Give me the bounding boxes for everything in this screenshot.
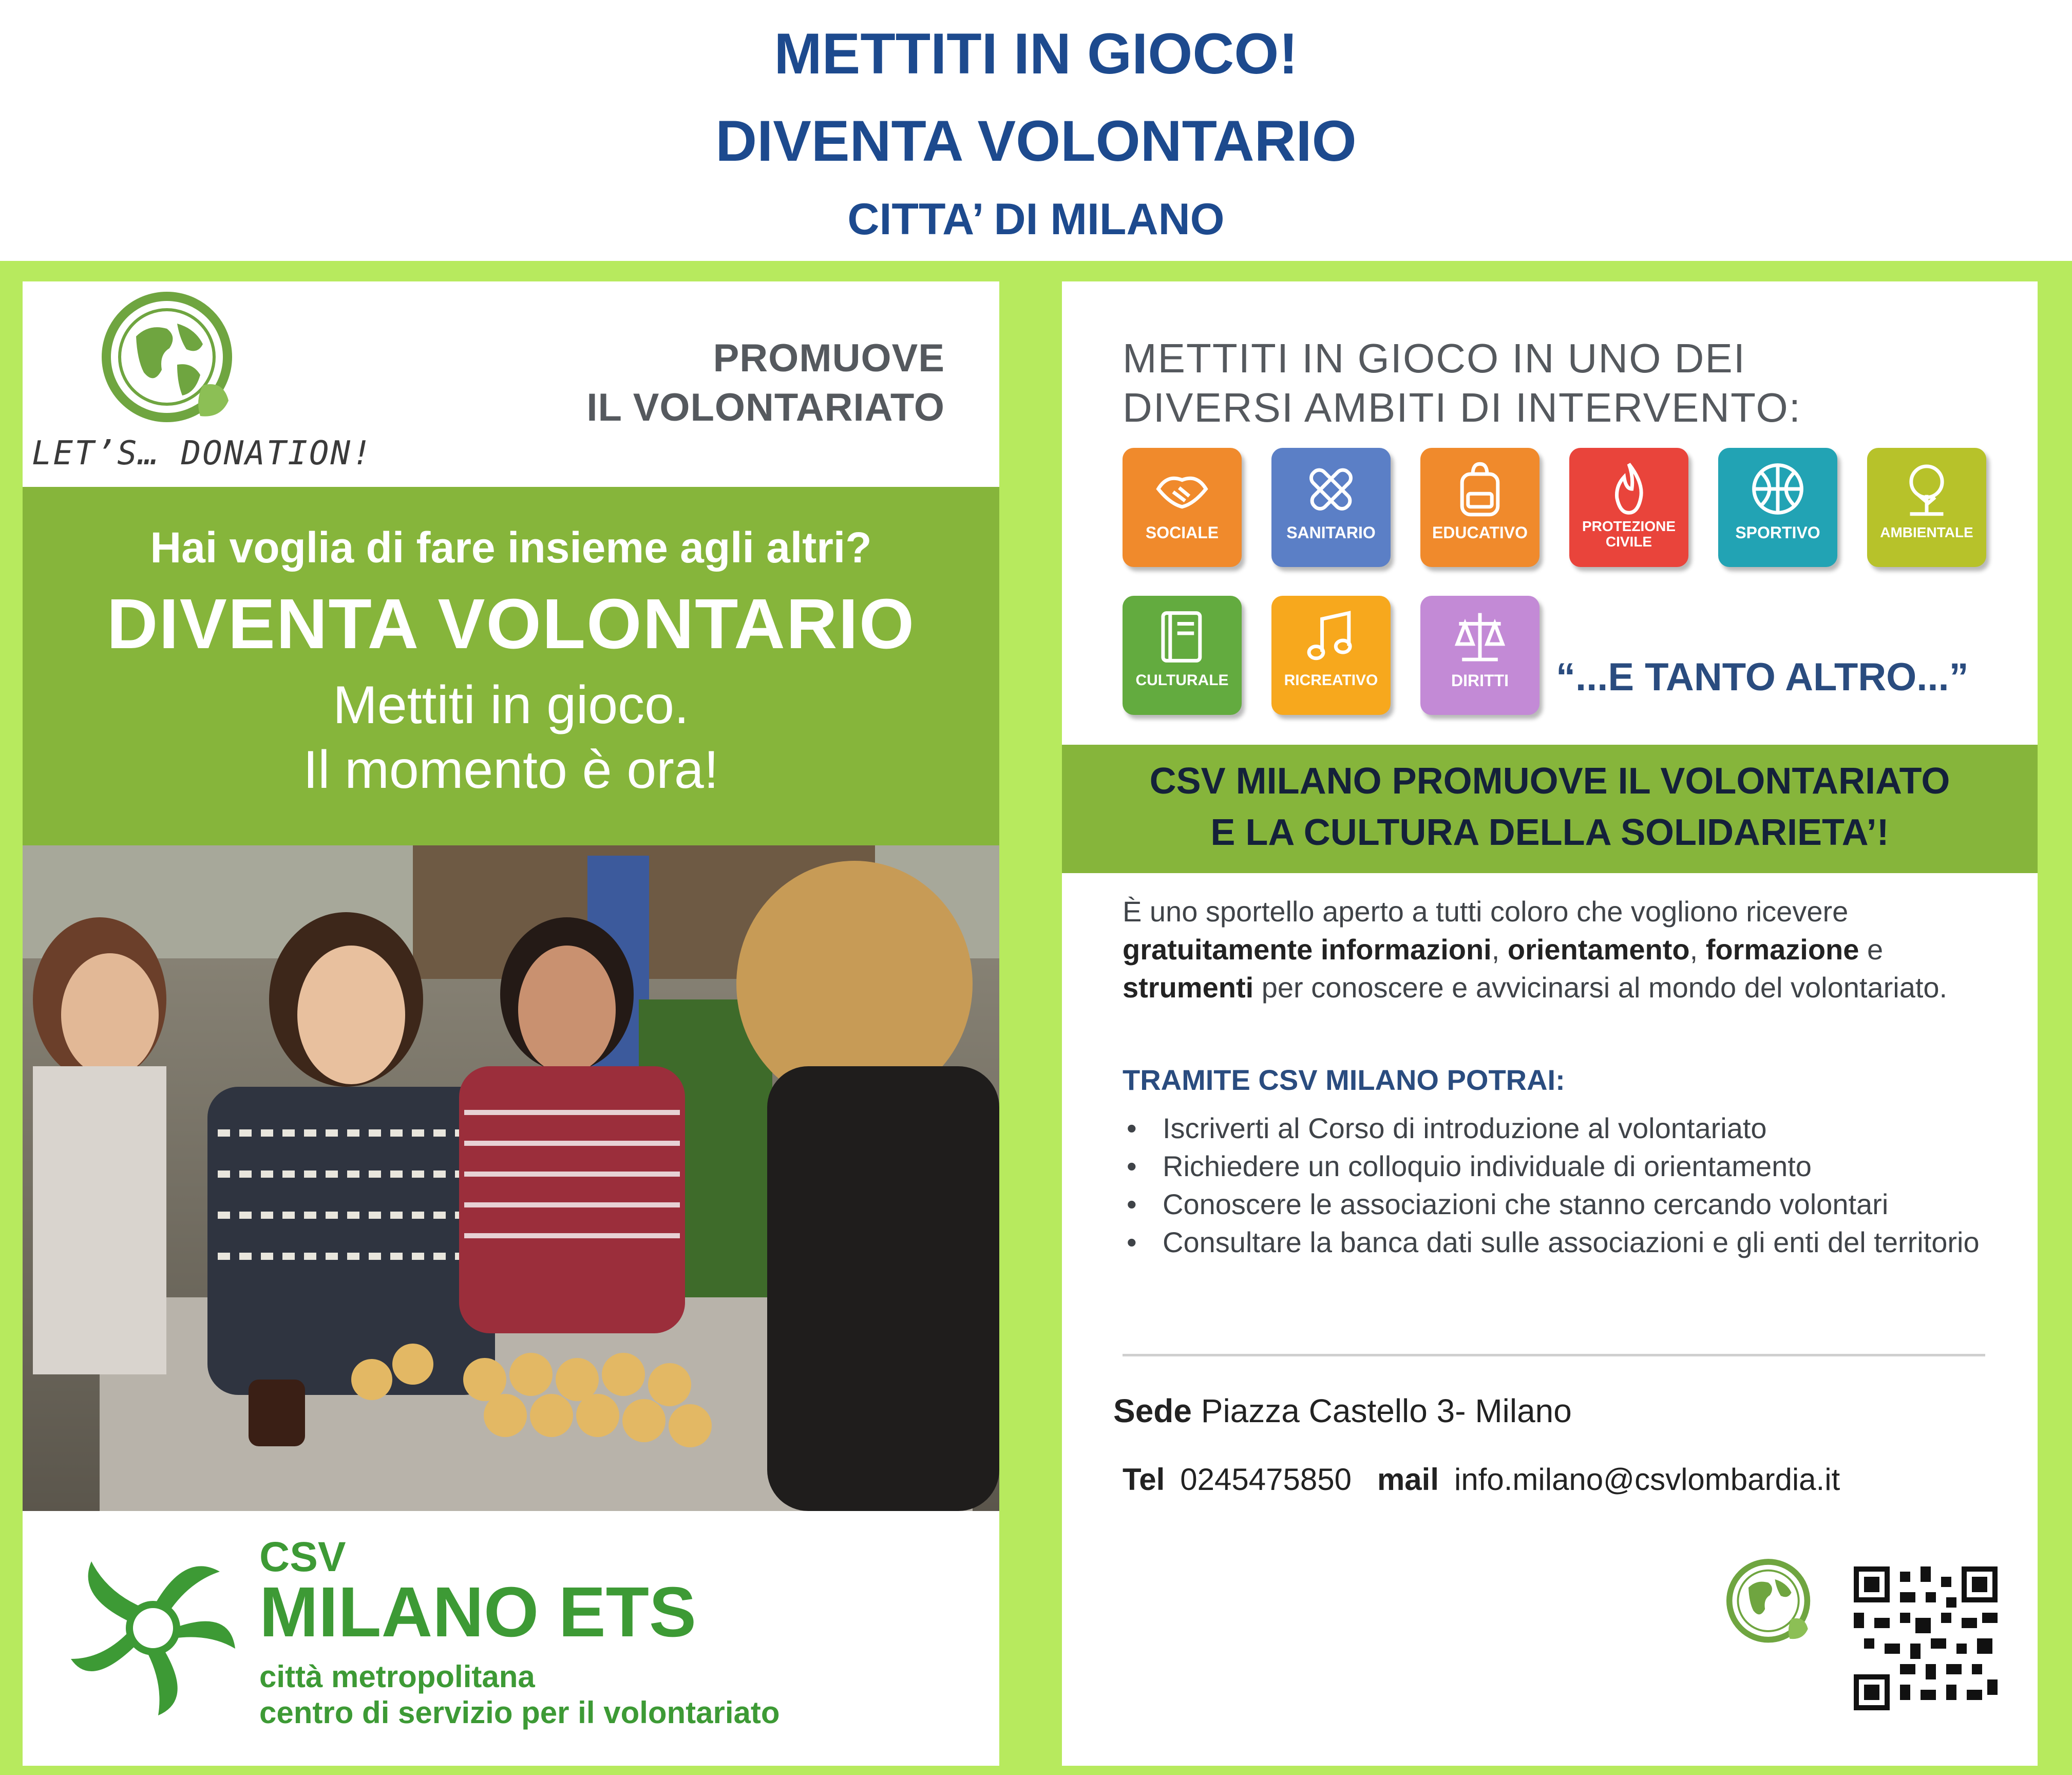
band-line-2: E LA CULTURA DELLA SOLIDARIETA’! xyxy=(1210,812,1889,853)
sede-value: Piazza Castello 3- Milano xyxy=(1201,1392,1572,1429)
globe-hand-logo-small-icon xyxy=(1725,1556,1818,1649)
promuove-line-2: IL VOLONTARIATO xyxy=(586,386,945,429)
csv-logo-name: MILANO ETS xyxy=(259,1573,696,1652)
tagline xyxy=(23,673,999,802)
tile-label: PROTEZIONE CIVILE xyxy=(1582,518,1676,550)
tile-sportivo xyxy=(1718,448,1837,567)
tile-label: SOCIALE xyxy=(1145,523,1219,542)
tree-icon xyxy=(1897,459,1956,519)
contact-line xyxy=(1123,1462,1840,1497)
list-item: • Iscriverti al Corso di introduzione al volontariato xyxy=(1123,1109,2016,1147)
backpack-icon xyxy=(1450,459,1510,519)
tile-sanitario xyxy=(1271,448,1391,567)
tile-educativo xyxy=(1420,448,1539,567)
tile-label: SANITARIO xyxy=(1286,523,1376,542)
tanto-altro-text: “...E TANTO ALTRO...” xyxy=(1556,655,1969,699)
intro-paragraph: È uno sportello aperto a tutti coloro che vogliono ricevere gratuitamente informazioni, orientamento, formazione e strumenti per conoscere e avvicinarsi al mondo del volontariato. xyxy=(1123,895,1948,1004)
headline-band xyxy=(23,487,999,845)
tile-label: RICREATIVO xyxy=(1284,672,1378,689)
tile-label: CULTURALE xyxy=(1135,672,1229,689)
tramite-heading: TRAMITE CSV MILANO POTRAI: xyxy=(1123,1064,1565,1096)
scales-icon xyxy=(1450,607,1510,667)
csv-logo-small: CSV xyxy=(259,1534,346,1580)
bandage-icon xyxy=(1301,459,1361,519)
tagline-line-2: Il momento è ora! xyxy=(303,740,719,800)
tile-label: EDUCATIVO xyxy=(1432,523,1528,542)
ambiti-heading-line-1: METTITI IN GIOCO IN UNO DEI xyxy=(1123,335,1746,381)
band-line-1: CSV MILANO PROMUOVE IL VOLONTARIATO xyxy=(1149,761,1950,802)
tile-label: SPORTIVO xyxy=(1735,523,1820,542)
mail-label: mail xyxy=(1377,1462,1439,1497)
divider xyxy=(1123,1354,1985,1356)
csv-logo-subtitle-2: centro di servizio per il volontariato xyxy=(259,1695,780,1730)
list-item: • Richiedere un colloquio individuale di orientamento xyxy=(1123,1147,2016,1185)
page-subtitle: DIVENTA VOLONTARIO xyxy=(715,109,1357,173)
ball-icon xyxy=(1748,459,1808,519)
fire-icon xyxy=(1599,459,1659,519)
globe-hand-logo-icon xyxy=(100,288,244,431)
tile-diritti xyxy=(1420,596,1539,715)
csv-promuove-band xyxy=(1062,745,2038,873)
ambiti-heading-line-2: DIVERSI AMBITI DI INTERVENTO: xyxy=(1123,385,1801,430)
handshake-icon xyxy=(1152,459,1212,519)
volunteers-photo xyxy=(23,845,999,1511)
address xyxy=(1113,1392,1572,1430)
tel-value[interactable]: 0245475850 xyxy=(1180,1462,1352,1497)
qr-code-icon[interactable] xyxy=(1854,1566,1998,1710)
promuove-text xyxy=(514,334,945,432)
list-item: • Conoscere le associazioni che stanno cercando volontari xyxy=(1123,1185,2016,1223)
csv-logo-subtitle-1: città metropolitana xyxy=(259,1659,535,1694)
promuove-line-1: PROMUOVE xyxy=(713,336,945,380)
ambiti-heading xyxy=(1123,334,1801,432)
headline-question: Hai voglia di fare insieme agli altri? xyxy=(150,523,872,572)
tile-label: DIRITTI xyxy=(1451,671,1509,690)
tile-ricreativo xyxy=(1271,596,1391,715)
tile-culturale xyxy=(1123,596,1242,715)
mail-link[interactable]: info.milano@csvlombardia.it xyxy=(1454,1462,1840,1497)
headline-main: DIVENTA VOLONTARIO xyxy=(106,584,916,664)
lets-donation-logo-text: LET’S… DONATION! xyxy=(32,435,373,473)
book-icon xyxy=(1152,607,1212,667)
page-city: CITTA’ DI MILANO xyxy=(847,195,1225,244)
tile-ambientale xyxy=(1867,448,1986,567)
tile-protezione-civile xyxy=(1569,448,1688,567)
list-item: • Consultare la banca dati sulle associazioni e gli enti del territorio xyxy=(1123,1223,2016,1261)
services-list xyxy=(1123,1109,2016,1261)
tagline-line-1: Mettiti in gioco. xyxy=(333,675,689,735)
page-title: METTITI IN GIOCO! xyxy=(774,22,1298,86)
tel-label: Tel xyxy=(1123,1462,1165,1497)
csv-milano-logo-icon xyxy=(55,1536,251,1721)
sede-label: Sede xyxy=(1113,1392,1192,1429)
tile-sociale xyxy=(1123,448,1242,567)
tile-label: AMBIENTALE xyxy=(1880,524,1973,540)
music-icon xyxy=(1301,607,1361,667)
